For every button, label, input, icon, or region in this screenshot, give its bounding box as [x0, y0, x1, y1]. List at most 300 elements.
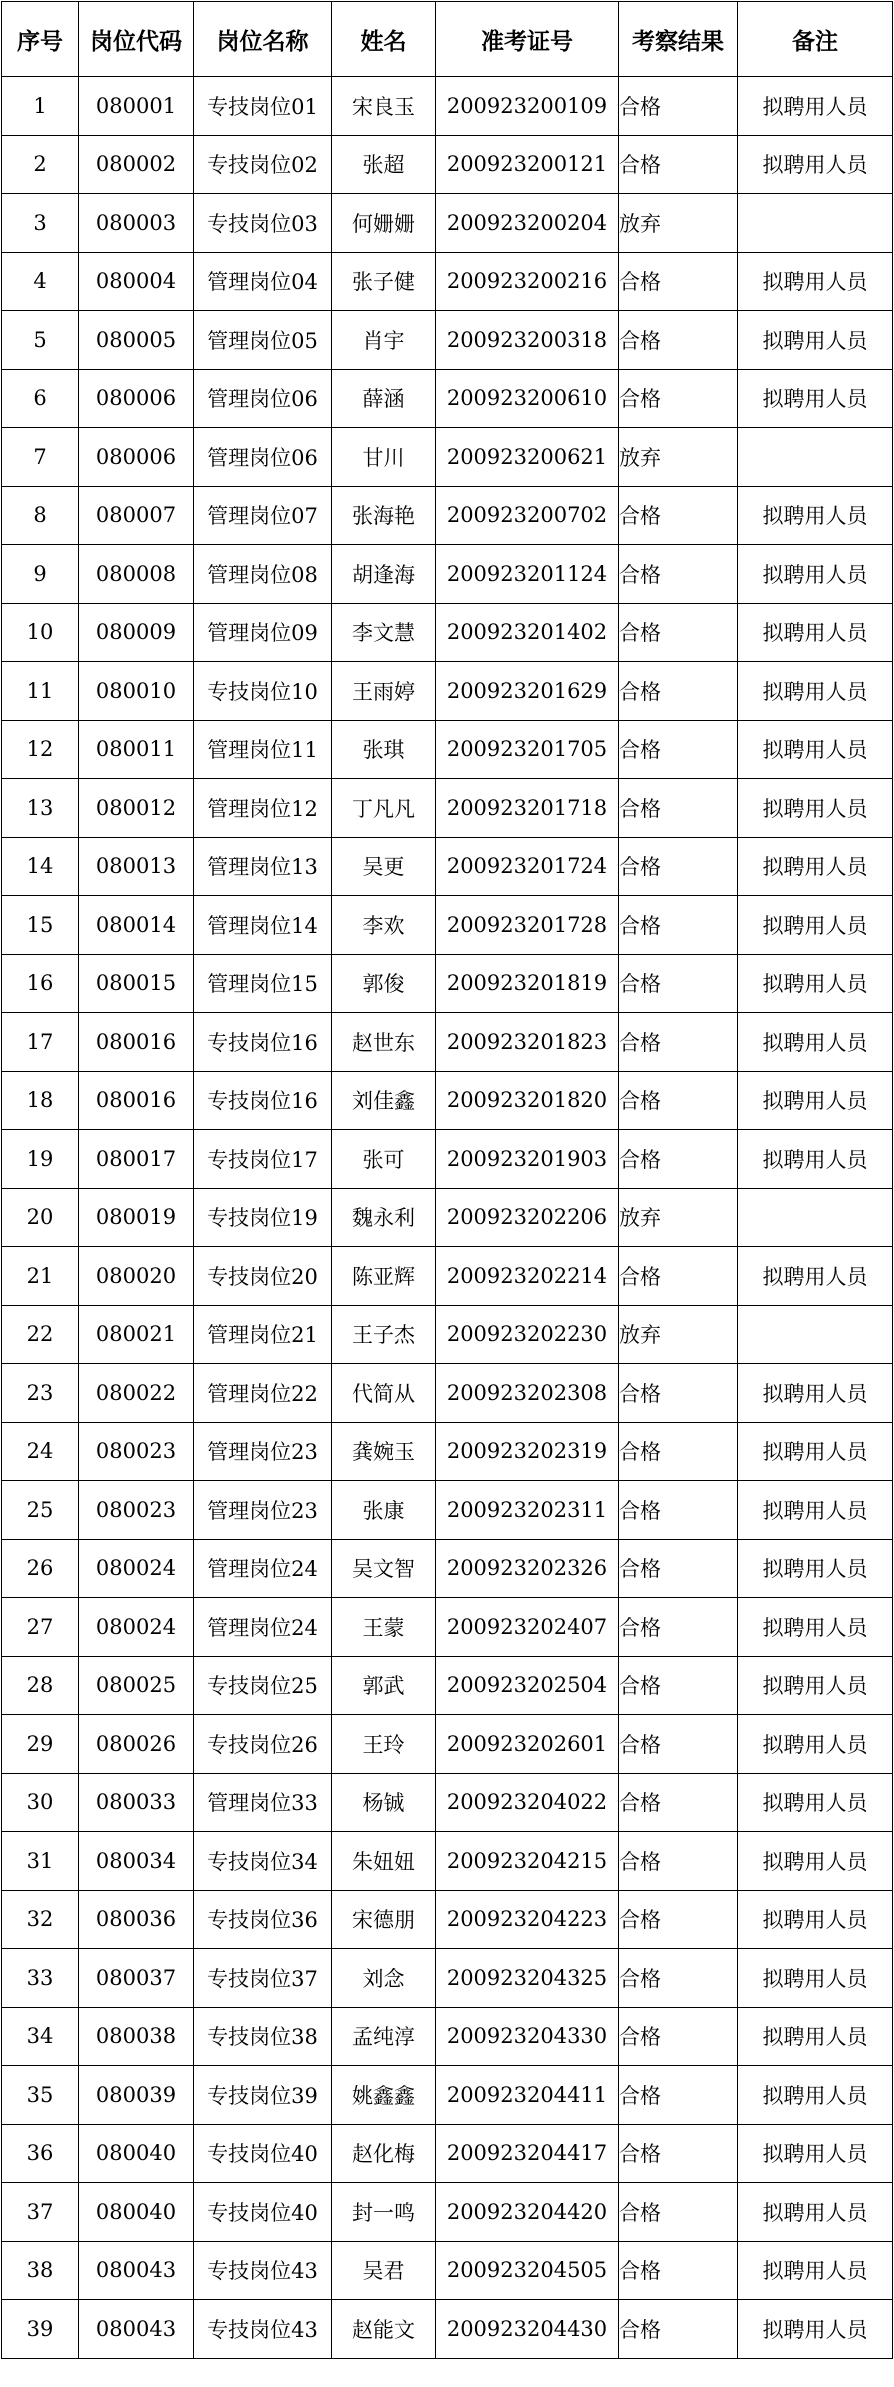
cell-position-name: 专技岗位25: [194, 1656, 332, 1715]
cell-position-name: 专技岗位38: [194, 2007, 332, 2066]
cell-position-code: 080006: [79, 369, 194, 428]
cell-ticket-number: 200923201724: [436, 837, 619, 896]
table-row: [2, 1247, 893, 1306]
cell-name: 孟纯淳: [332, 2007, 436, 2066]
cell-name: 宋良玉: [332, 77, 436, 136]
cell-position-name: 专技岗位43: [194, 2300, 332, 2359]
cell-index: 24: [2, 1422, 79, 1481]
cell-position-name: 专技岗位43: [194, 2241, 332, 2300]
cell-index: 1: [2, 77, 79, 136]
cell-position-name: 管理岗位06: [194, 369, 332, 428]
cell-name: 王雨婷: [332, 662, 436, 721]
cell-index: 27: [2, 1598, 79, 1657]
table-row: [2, 2241, 893, 2300]
cell-position-code: 080004: [79, 252, 194, 311]
cell-ticket-number: 200923200318: [436, 311, 619, 370]
cell-index: 3: [2, 194, 79, 253]
cell-ticket-number: 200923204325: [436, 1949, 619, 2008]
cell-position-name: 专技岗位40: [194, 2124, 332, 2183]
cell-result: 合格: [619, 1539, 738, 1598]
cell-ticket-number: 200923201728: [436, 896, 619, 955]
header-cell-position-name: 岗位名称: [194, 2, 332, 77]
cell-name: 龚婉玉: [332, 1422, 436, 1481]
table-row: [2, 1188, 893, 1247]
cell-result: 合格: [619, 1656, 738, 1715]
cell-remark: 拟聘用人员: [738, 1481, 893, 1540]
cell-ticket-number: 200923202504: [436, 1656, 619, 1715]
cell-name: 吴更: [332, 837, 436, 896]
cell-name: 张超: [332, 135, 436, 194]
cell-name: 代简从: [332, 1364, 436, 1423]
table-row: [2, 545, 893, 604]
cell-ticket-number: 200923201819: [436, 954, 619, 1013]
cell-name: 赵世东: [332, 1013, 436, 1072]
cell-remark: 拟聘用人员: [738, 837, 893, 896]
table-row: [2, 311, 893, 370]
cell-ticket-number: 200923201823: [436, 1013, 619, 1072]
cell-index: 31: [2, 1832, 79, 1891]
cell-ticket-number: 200923202407: [436, 1598, 619, 1657]
table-row: [2, 1422, 893, 1481]
cell-result: 放弃: [619, 1305, 738, 1364]
cell-position-name: 管理岗位24: [194, 1539, 332, 1598]
cell-position-code: 080001: [79, 77, 194, 136]
cell-index: 32: [2, 1890, 79, 1949]
cell-name: 魏永利: [332, 1188, 436, 1247]
cell-name: 赵化梅: [332, 2124, 436, 2183]
cell-position-name: 专技岗位37: [194, 1949, 332, 2008]
cell-name: 何姗姗: [332, 194, 436, 253]
cell-result: 合格: [619, 1481, 738, 1540]
cell-position-code: 080016: [79, 1071, 194, 1130]
table-row: [2, 1949, 893, 2008]
cell-name: 赵能文: [332, 2300, 436, 2359]
cell-index: 7: [2, 428, 79, 487]
cell-remark: [738, 428, 893, 487]
cell-position-code: 080025: [79, 1656, 194, 1715]
cell-name: 丁凡凡: [332, 779, 436, 838]
cell-remark: 拟聘用人员: [738, 954, 893, 1013]
cell-result: 合格: [619, 1832, 738, 1891]
cell-result: 合格: [619, 1364, 738, 1423]
table-row: [2, 2007, 893, 2066]
cell-position-code: 080023: [79, 1422, 194, 1481]
cell-ticket-number: 200923204330: [436, 2007, 619, 2066]
cell-position-code: 080022: [79, 1364, 194, 1423]
cell-name: 杨铖: [332, 1773, 436, 1832]
cell-position-name: 管理岗位13: [194, 837, 332, 896]
cell-index: 18: [2, 1071, 79, 1130]
cell-position-name: 管理岗位08: [194, 545, 332, 604]
cell-index: 37: [2, 2183, 79, 2242]
cell-index: 34: [2, 2007, 79, 2066]
cell-remark: 拟聘用人员: [738, 720, 893, 779]
cell-result: 合格: [619, 369, 738, 428]
cell-remark: 拟聘用人员: [738, 1247, 893, 1306]
cell-ticket-number: 200923204022: [436, 1773, 619, 1832]
cell-remark: 拟聘用人员: [738, 1890, 893, 1949]
cell-remark: 拟聘用人员: [738, 779, 893, 838]
cell-position-name: 管理岗位33: [194, 1773, 332, 1832]
cell-position-code: 080008: [79, 545, 194, 604]
cell-remark: 拟聘用人员: [738, 545, 893, 604]
table-row: [2, 1598, 893, 1657]
cell-position-name: 管理岗位07: [194, 486, 332, 545]
cell-result: 合格: [619, 2183, 738, 2242]
cell-position-code: 080013: [79, 837, 194, 896]
table-row: [2, 1832, 893, 1891]
cell-ticket-number: 200923201705: [436, 720, 619, 779]
cell-result: 合格: [619, 2241, 738, 2300]
cell-result: 合格: [619, 720, 738, 779]
cell-name: 张海艳: [332, 486, 436, 545]
cell-name: 肖宇: [332, 311, 436, 370]
cell-position-code: 080019: [79, 1188, 194, 1247]
cell-position-name: 管理岗位14: [194, 896, 332, 955]
cell-position-name: 管理岗位23: [194, 1422, 332, 1481]
table-row: [2, 1481, 893, 1540]
cell-result: 放弃: [619, 428, 738, 487]
cell-name: 郭俊: [332, 954, 436, 1013]
table-row: [2, 252, 893, 311]
cell-remark: 拟聘用人员: [738, 1715, 893, 1774]
cell-position-name: 专技岗位40: [194, 2183, 332, 2242]
cell-name: 王子杰: [332, 1305, 436, 1364]
header-cell-name: 姓名: [332, 2, 436, 77]
table-row: [2, 2066, 893, 2125]
header-cell-result: 考察结果: [619, 2, 738, 77]
table-row: [2, 779, 893, 838]
cell-result: 合格: [619, 2066, 738, 2125]
cell-result: 合格: [619, 1598, 738, 1657]
cell-position-code: 080012: [79, 779, 194, 838]
cell-position-code: 080024: [79, 1598, 194, 1657]
cell-name: 甘川: [332, 428, 436, 487]
cell-position-name: 专技岗位17: [194, 1130, 332, 1189]
cell-index: 36: [2, 2124, 79, 2183]
cell-result: 合格: [619, 954, 738, 1013]
cell-index: 20: [2, 1188, 79, 1247]
cell-remark: 拟聘用人员: [738, 1832, 893, 1891]
cell-remark: 拟聘用人员: [738, 77, 893, 136]
cell-remark: 拟聘用人员: [738, 311, 893, 370]
header-cell-ticket-number: 准考证号: [436, 2, 619, 77]
cell-ticket-number: 200923202308: [436, 1364, 619, 1423]
table-row: [2, 1071, 893, 1130]
cell-remark: 拟聘用人员: [738, 1773, 893, 1832]
cell-remark: 拟聘用人员: [738, 252, 893, 311]
cell-name: 宋德朋: [332, 1890, 436, 1949]
cell-result: 合格: [619, 77, 738, 136]
cell-result: 合格: [619, 896, 738, 955]
cell-name: 王蒙: [332, 1598, 436, 1657]
cell-position-name: 专技岗位39: [194, 2066, 332, 2125]
table-row: [2, 194, 893, 253]
cell-ticket-number: 200923201718: [436, 779, 619, 838]
cell-name: 李文慧: [332, 603, 436, 662]
cell-index: 35: [2, 2066, 79, 2125]
cell-index: 14: [2, 837, 79, 896]
cell-remark: 拟聘用人员: [738, 1364, 893, 1423]
table-row: [2, 837, 893, 896]
cell-result: 合格: [619, 486, 738, 545]
cell-result: 合格: [619, 1422, 738, 1481]
cell-ticket-number: 200923200109: [436, 77, 619, 136]
cell-remark: 拟聘用人员: [738, 1130, 893, 1189]
cell-remark: 拟聘用人员: [738, 1949, 893, 2008]
cell-remark: 拟聘用人员: [738, 1071, 893, 1130]
cell-index: 2: [2, 135, 79, 194]
table-row: [2, 1305, 893, 1364]
cell-result: 放弃: [619, 194, 738, 253]
cell-index: 38: [2, 2241, 79, 2300]
cell-result: 放弃: [619, 1188, 738, 1247]
table-row: [2, 2183, 893, 2242]
cell-remark: 拟聘用人员: [738, 1598, 893, 1657]
cell-ticket-number: 200923201903: [436, 1130, 619, 1189]
cell-position-code: 080007: [79, 486, 194, 545]
cell-remark: [738, 1305, 893, 1364]
cell-result: 合格: [619, 1071, 738, 1130]
cell-remark: 拟聘用人员: [738, 1013, 893, 1072]
table-row: [2, 135, 893, 194]
cell-position-name: 管理岗位21: [194, 1305, 332, 1364]
table-row: [2, 896, 893, 955]
cell-ticket-number: 200923204215: [436, 1832, 619, 1891]
cell-position-code: 080039: [79, 2066, 194, 2125]
cell-name: 刘念: [332, 1949, 436, 2008]
cell-ticket-number: 200923204430: [436, 2300, 619, 2359]
cell-position-code: 080043: [79, 2300, 194, 2359]
cell-ticket-number: 200923204505: [436, 2241, 619, 2300]
cell-result: 合格: [619, 311, 738, 370]
cell-remark: 拟聘用人员: [738, 2066, 893, 2125]
cell-ticket-number: 200923200204: [436, 194, 619, 253]
cell-position-code: 080040: [79, 2183, 194, 2242]
table-row: [2, 369, 893, 428]
table-body: [2, 77, 893, 2359]
cell-name: 王玲: [332, 1715, 436, 1774]
cell-result: 合格: [619, 1013, 738, 1072]
cell-index: 29: [2, 1715, 79, 1774]
cell-name: 张康: [332, 1481, 436, 1540]
cell-position-name: 管理岗位24: [194, 1598, 332, 1657]
cell-remark: 拟聘用人员: [738, 486, 893, 545]
cell-index: 19: [2, 1130, 79, 1189]
cell-ticket-number: 200923204417: [436, 2124, 619, 2183]
cell-position-name: 专技岗位20: [194, 1247, 332, 1306]
cell-remark: 拟聘用人员: [738, 896, 893, 955]
cell-position-code: 080021: [79, 1305, 194, 1364]
cell-remark: 拟聘用人员: [738, 1422, 893, 1481]
cell-result: 合格: [619, 1715, 738, 1774]
header-row: [2, 2, 893, 77]
cell-result: 合格: [619, 1247, 738, 1306]
table-row: [2, 954, 893, 1013]
cell-index: 12: [2, 720, 79, 779]
cell-index: 10: [2, 603, 79, 662]
cell-ticket-number: 200923201124: [436, 545, 619, 604]
cell-ticket-number: 200923200121: [436, 135, 619, 194]
cell-result: 合格: [619, 837, 738, 896]
cell-position-code: 080015: [79, 954, 194, 1013]
cell-remark: 拟聘用人员: [738, 1539, 893, 1598]
cell-index: 8: [2, 486, 79, 545]
cell-index: 11: [2, 662, 79, 721]
cell-ticket-number: 200923201402: [436, 603, 619, 662]
table-row: [2, 1656, 893, 1715]
cell-result: 合格: [619, 135, 738, 194]
cell-name: 薛涵: [332, 369, 436, 428]
cell-index: 15: [2, 896, 79, 955]
table-row: [2, 662, 893, 721]
cell-result: 合格: [619, 252, 738, 311]
cell-remark: 拟聘用人员: [738, 2300, 893, 2359]
cell-name: 陈亚辉: [332, 1247, 436, 1306]
cell-position-code: 080040: [79, 2124, 194, 2183]
cell-index: 5: [2, 311, 79, 370]
cell-position-name: 专技岗位19: [194, 1188, 332, 1247]
cell-ticket-number: 200923201820: [436, 1071, 619, 1130]
cell-position-code: 080009: [79, 603, 194, 662]
cell-result: 合格: [619, 603, 738, 662]
cell-index: 39: [2, 2300, 79, 2359]
cell-position-code: 080020: [79, 1247, 194, 1306]
cell-index: 25: [2, 1481, 79, 1540]
cell-position-code: 080002: [79, 135, 194, 194]
cell-index: 33: [2, 1949, 79, 2008]
cell-ticket-number: 200923200621: [436, 428, 619, 487]
cell-index: 13: [2, 779, 79, 838]
cell-index: 9: [2, 545, 79, 604]
cell-result: 合格: [619, 1949, 738, 2008]
cell-ticket-number: 200923202214: [436, 1247, 619, 1306]
cell-index: 28: [2, 1656, 79, 1715]
cell-remark: 拟聘用人员: [738, 2183, 893, 2242]
table-row: [2, 1013, 893, 1072]
cell-position-name: 管理岗位11: [194, 720, 332, 779]
cell-position-name: 专技岗位34: [194, 1832, 332, 1891]
cell-index: 21: [2, 1247, 79, 1306]
cell-position-code: 080043: [79, 2241, 194, 2300]
cell-name: 胡逢海: [332, 545, 436, 604]
cell-name: 朱妞妞: [332, 1832, 436, 1891]
cell-result: 合格: [619, 2007, 738, 2066]
cell-remark: 拟聘用人员: [738, 662, 893, 721]
table-row: [2, 1539, 893, 1598]
cell-result: 合格: [619, 545, 738, 604]
cell-name: 郭武: [332, 1656, 436, 1715]
cell-position-name: 专技岗位03: [194, 194, 332, 253]
cell-ticket-number: 200923204223: [436, 1890, 619, 1949]
cell-position-code: 080026: [79, 1715, 194, 1774]
cell-remark: [738, 194, 893, 253]
cell-index: 4: [2, 252, 79, 311]
cell-position-code: 080011: [79, 720, 194, 779]
cell-name: 张琪: [332, 720, 436, 779]
cell-remark: 拟聘用人员: [738, 603, 893, 662]
cell-position-code: 080036: [79, 1890, 194, 1949]
cell-position-name: 专技岗位36: [194, 1890, 332, 1949]
cell-position-name: 管理岗位06: [194, 428, 332, 487]
cell-index: 22: [2, 1305, 79, 1364]
cell-result: 合格: [619, 1773, 738, 1832]
cell-result: 合格: [619, 1130, 738, 1189]
cell-position-name: 专技岗位16: [194, 1071, 332, 1130]
table-row: [2, 603, 893, 662]
cell-position-name: 专技岗位26: [194, 1715, 332, 1774]
cell-ticket-number: 200923202326: [436, 1539, 619, 1598]
cell-remark: 拟聘用人员: [738, 2007, 893, 2066]
cell-ticket-number: 200923202601: [436, 1715, 619, 1774]
cell-position-name: 管理岗位09: [194, 603, 332, 662]
table-row: [2, 1715, 893, 1774]
cell-position-code: 080023: [79, 1481, 194, 1540]
cell-position-code: 080034: [79, 1832, 194, 1891]
cell-position-code: 080003: [79, 194, 194, 253]
cell-position-name: 管理岗位05: [194, 311, 332, 370]
cell-index: 16: [2, 954, 79, 1013]
cell-ticket-number: 200923204420: [436, 2183, 619, 2242]
cell-position-name: 专技岗位01: [194, 77, 332, 136]
cell-position-name: 管理岗位23: [194, 1481, 332, 1540]
cell-ticket-number: 200923200216: [436, 252, 619, 311]
cell-result: 合格: [619, 1890, 738, 1949]
cell-position-code: 080016: [79, 1013, 194, 1072]
table-row: [2, 77, 893, 136]
cell-remark: [738, 1188, 893, 1247]
cell-remark: 拟聘用人员: [738, 135, 893, 194]
cell-ticket-number: 200923200702: [436, 486, 619, 545]
table-header: [2, 2, 893, 77]
cell-remark: 拟聘用人员: [738, 1656, 893, 1715]
cell-ticket-number: 200923201629: [436, 662, 619, 721]
cell-name: 张子健: [332, 252, 436, 311]
table-row: [2, 428, 893, 487]
cell-name: 张可: [332, 1130, 436, 1189]
cell-index: 23: [2, 1364, 79, 1423]
cell-index: 17: [2, 1013, 79, 1072]
cell-ticket-number: 200923202319: [436, 1422, 619, 1481]
cell-position-code: 080024: [79, 1539, 194, 1598]
cell-position-name: 管理岗位12: [194, 779, 332, 838]
cell-result: 合格: [619, 2124, 738, 2183]
table-row: [2, 1773, 893, 1832]
cell-position-name: 专技岗位16: [194, 1013, 332, 1072]
cell-position-name: 管理岗位22: [194, 1364, 332, 1423]
cell-ticket-number: 200923202311: [436, 1481, 619, 1540]
cell-name: 姚鑫鑫: [332, 2066, 436, 2125]
cell-name: 吴文智: [332, 1539, 436, 1598]
cell-position-code: 080005: [79, 311, 194, 370]
cell-position-code: 080038: [79, 2007, 194, 2066]
cell-name: 封一鸣: [332, 2183, 436, 2242]
table-row: [2, 1890, 893, 1949]
header-cell-index: 序号: [2, 2, 79, 77]
cell-name: 吴君: [332, 2241, 436, 2300]
cell-result: 合格: [619, 2300, 738, 2359]
cell-result: 合格: [619, 662, 738, 721]
cell-position-name: 管理岗位15: [194, 954, 332, 1013]
table-row: [2, 1364, 893, 1423]
cell-position-code: 080010: [79, 662, 194, 721]
cell-position-name: 专技岗位02: [194, 135, 332, 194]
cell-position-code: 080033: [79, 1773, 194, 1832]
table-row: [2, 2300, 893, 2359]
cell-remark: 拟聘用人员: [738, 369, 893, 428]
cell-position-code: 080014: [79, 896, 194, 955]
cell-position-code: 080006: [79, 428, 194, 487]
